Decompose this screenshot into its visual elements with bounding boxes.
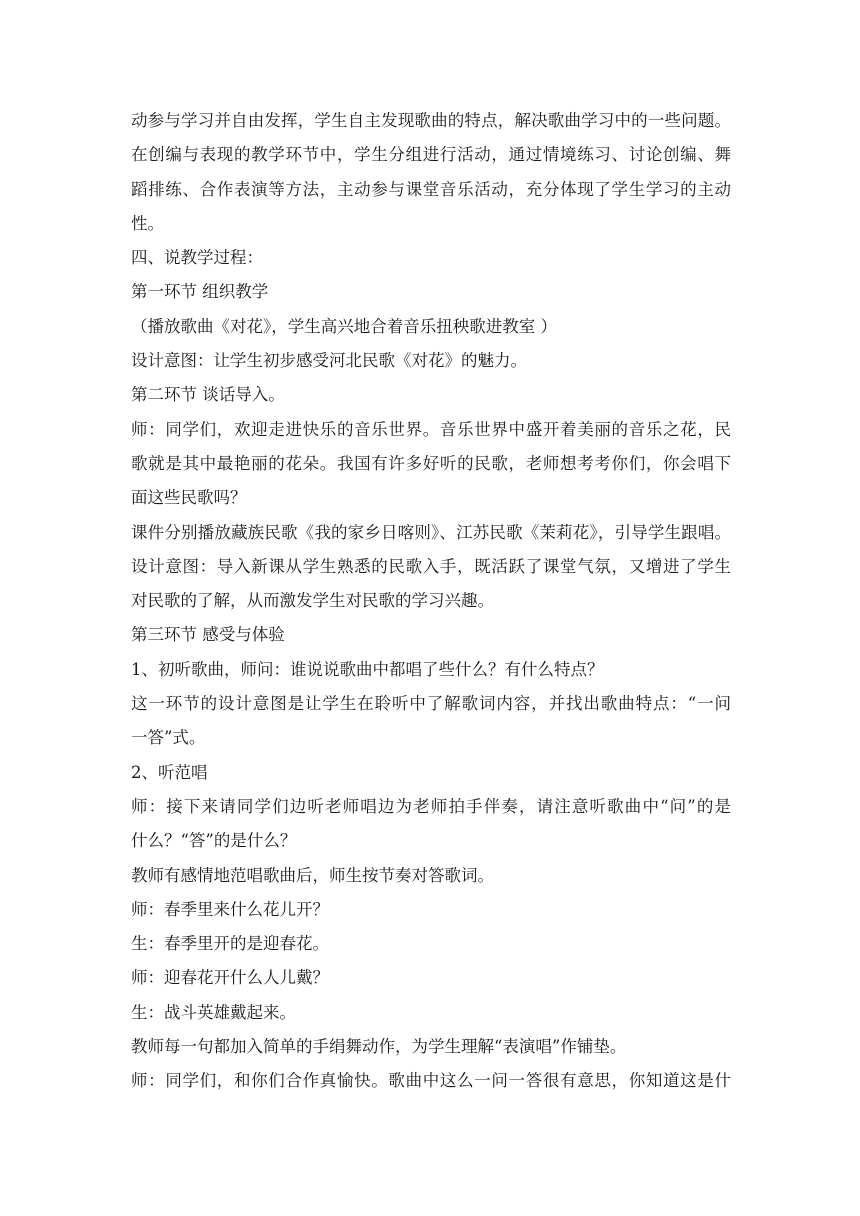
paragraph-line: 师：迎春花开什么人儿戴？ bbox=[131, 968, 329, 988]
paragraph-line: 2、听范唱 bbox=[131, 762, 208, 782]
paragraph-line: 第二环节 谈话导入。 bbox=[131, 385, 285, 405]
paragraph-line: 一答”式。 bbox=[131, 728, 206, 748]
paragraph-line: 师：同学们，和你们合作真愉快。歌曲中这么一问一答很有意思，你知道这是什 bbox=[131, 1071, 731, 1091]
paragraph-line: 什么？“答”的是什么？ bbox=[131, 831, 297, 851]
paragraph-line: 师：同学们，欢迎走进快乐的音乐世界。音乐世界中盛开着美丽的音乐之花，民 bbox=[131, 419, 731, 439]
paragraph-line: 对民歌的了解，从而激发学生对民歌的学习兴趣。 bbox=[131, 591, 494, 611]
paragraph-line: 生：春季里开的是迎春花。 bbox=[131, 934, 329, 954]
paragraph-line: 师：春季里来什么花儿开？ bbox=[131, 899, 329, 919]
paragraph-line: 这一环节的设计意图是让学生在聆听中了解歌词内容，并找出歌曲特点：“一问 bbox=[131, 694, 731, 714]
paragraph-line: 1、初听歌曲，师问：谁说说歌曲中都唱了些什么？有什么特点？ bbox=[131, 659, 604, 679]
paragraph-line: 师：接下来请同学们边听老师唱边为老师拍手伴奏，请注意听歌曲中“问”的是 bbox=[131, 796, 731, 816]
paragraph-line: 生：战斗英雄戴起来。 bbox=[131, 1002, 296, 1022]
paragraph-line: 设计意图：导入新课从学生熟悉的民歌入手，既活跃了课堂气氛，又增进了学生 bbox=[131, 556, 731, 576]
paragraph-line: 课件分别播放藏族民歌《我的家乡日喀则》、江苏民歌《茉莉花》，引导学生跟唱。 bbox=[131, 522, 731, 542]
paragraph-line: 设计意图：让学生初步感受河北民歌《对花》的魅力。 bbox=[131, 351, 527, 371]
document-body bbox=[131, 104, 731, 1099]
paragraph-line: 在创编与表现的教学环节中，学生分组进行活动，通过情境练习、讨论创编、舞 bbox=[131, 145, 731, 165]
paragraph-line: 第三环节 感受与体验 bbox=[131, 625, 285, 645]
paragraph-line: 歌就是其中最艳丽的花朵。我国有许多好听的民歌，老师想考考你们，你会唱下 bbox=[131, 453, 731, 473]
paragraph-line: 四、说教学过程： bbox=[131, 248, 263, 268]
paragraph-line: 教师有感情地范唱歌曲后，师生按节奏对答歌词。 bbox=[131, 865, 494, 885]
paragraph-line: 蹈排练、合作表演等方法，主动参与课堂音乐活动，充分体现了学生学习的主动 bbox=[131, 179, 731, 199]
paragraph-line: 面这些民歌吗？ bbox=[131, 488, 247, 508]
paragraph-line: 性。 bbox=[131, 213, 164, 233]
paragraph-line: 动参与学习并自由发挥，学生自主发现歌曲的特点，解决歌曲学习中的一些问题。 bbox=[131, 111, 731, 130]
paragraph-line: 教师每一句都加入简单的手绢舞动作，为学生理解“表演唱”作铺垫。 bbox=[131, 1037, 627, 1057]
paragraph-line: （播放歌曲《对花》，学生高兴地合着音乐扭秧歌进教室 ） bbox=[131, 316, 557, 336]
paragraph-line: 第一环节 组织教学 bbox=[131, 282, 269, 302]
